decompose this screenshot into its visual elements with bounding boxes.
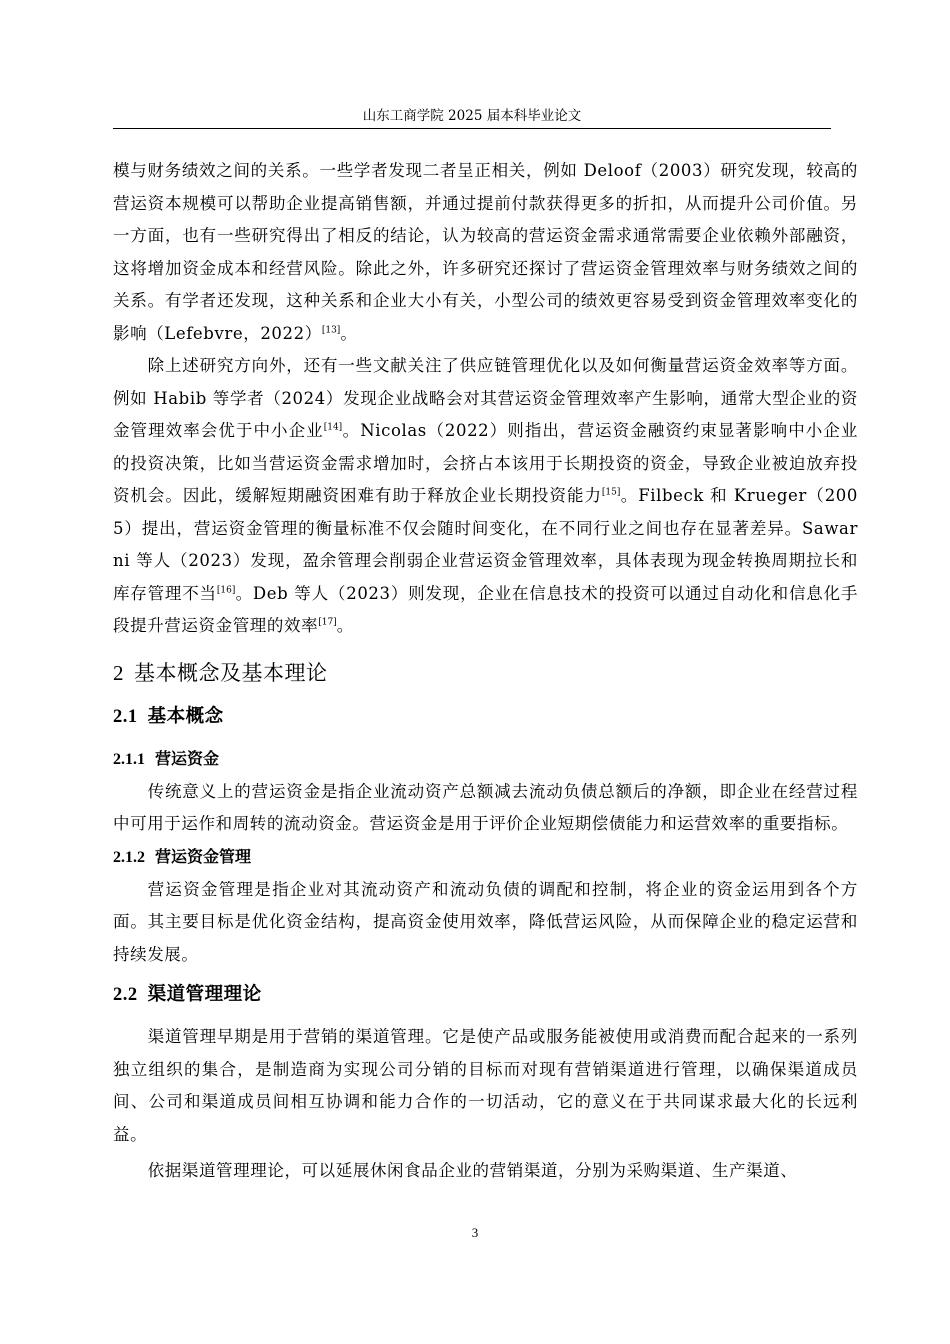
paragraph-text: 除上述研究方向外，还有一些文献关注了供应链管理优化以及如何衡量营运资金效率等方面。例如 Habib 等学者（2024）发现企业战略会对其营运资金管理效率产生影响，通常大型企业的资金管理效率会优于中小企业 bbox=[113, 356, 858, 440]
subsection-number: 2.1.2 bbox=[113, 848, 145, 866]
paragraph-text: 模与财务绩效之间的关系。一些学者发现二者呈正相关，例如 Deloof（2003）研究发现，较高的营运资本规模可以帮助企业提高销售额，并通过提前付款获得更多的折扣，从而提升公司价值。另一方面，也有一些研究得出了相反的结论，认为较高的营运资金需求通常需要企业依赖外部融资，这将增加资金成本和经营风险。除此之外，许多研究还探讨了营运资金管理效率与财务绩效之间的关系。有学者还发现，这种关系和企业大小有关，小型公司的绩效更容易受到资金管理效率变化的影响（Lefebvre，2022） bbox=[113, 161, 858, 343]
citation-16: [16] bbox=[216, 585, 236, 595]
paragraph-channel-management-2: 依据渠道管理理论，可以延展休闲食品企业的营销渠道，分别为采购渠道、生产渠道、 bbox=[147, 1161, 798, 1180]
section-heading bbox=[113, 975, 858, 1015]
page-body bbox=[113, 155, 858, 1188]
chapter-heading bbox=[113, 653, 858, 693]
subsection-number: 2.1.1 bbox=[113, 750, 145, 768]
subsection-title: 营运资金 bbox=[155, 748, 220, 768]
section-title: 渠道管理理论 bbox=[147, 984, 262, 1005]
section-number: 2.1 bbox=[113, 706, 138, 727]
section-title: 基本概念 bbox=[147, 705, 224, 727]
paragraph-text: 。 bbox=[336, 616, 354, 635]
paragraph-text: 。Filbeck 和 Krueger（2005）提出，营运资金管理的衡量标准不仅会随时间变化，在不同行业之间也存在显著差异。Sawarni 等人（2023）发现，盈余管理会削弱企业营运资金管理效率，具体表现为现金转换周期拉长和库存管理不当 bbox=[113, 486, 858, 603]
citation-15: [15] bbox=[601, 487, 621, 498]
paragraph-channel-management-1: 渠道管理早期是用于营销的渠道管理。它是使产品或服务能被使用或消费而配合起来的一系列独立组织的集合，是制造商为实现公司分销的目标而对现有营销渠道进行管理，以确保渠道成员间、公司和渠道成员间相互协调和能力合作的一切活动，它的意义在于共同谋求最大化的长远利益。 bbox=[113, 1027, 858, 1144]
citation-14: [14] bbox=[323, 422, 343, 433]
section-heading bbox=[113, 697, 858, 737]
citation-17: [17] bbox=[318, 617, 337, 628]
paragraph-working-capital: 传统意义上的营运资金是指企业流动资产总额减去流动负债总额后的净额，即企业在经营过程中可用于运作和周转的流动资金。营运资金是用于评价企业短期偿债能力和运营效率的重要指标。 bbox=[113, 781, 858, 833]
subsection-heading bbox=[113, 743, 858, 776]
chapter-number: 2 bbox=[113, 660, 124, 685]
subsection-heading bbox=[113, 841, 858, 874]
citation-13: [13] bbox=[321, 325, 341, 335]
paragraph-literature-2 bbox=[113, 350, 858, 643]
paragraph-literature-1 bbox=[113, 155, 858, 350]
paragraph-text: 。Deb 等人（2023）则发现，企业在信息技术的投资可以通过自动化和信息化手段提升营运资金管理的效率 bbox=[113, 583, 858, 635]
page-number: 3 bbox=[471, 1225, 479, 1240]
section-number: 2.2 bbox=[113, 985, 138, 1005]
running-header: 山东工商学院 2025 届本科毕业论文 bbox=[362, 108, 582, 124]
header-rule bbox=[113, 128, 831, 129]
paragraph-text: 。 bbox=[340, 323, 358, 343]
chapter-title: 基本概念及基本理论 bbox=[134, 660, 328, 685]
paragraph-text: 。Nicolas（2022）则指出，营运资金融资约束显著影响中小企业的投资决策，比如当营运资金需求增加时，会挤占本该用于长期投资的资金，导致企业被迫放弃投资机会。因此，缓解短期融资困难有助于释放企业长期投资能力 bbox=[113, 421, 858, 505]
paragraph-working-capital-management: 营运资金管理是指企业对其流动资产和流动负债的调配和控制，将企业的资金运用到各个方面。其主要目标是优化资金结构，提高资金使用效率，降低营运风险，从而保障企业的稳定运营和持续发展。 bbox=[113, 879, 858, 964]
subsection-title: 营运资金管理 bbox=[155, 846, 252, 866]
